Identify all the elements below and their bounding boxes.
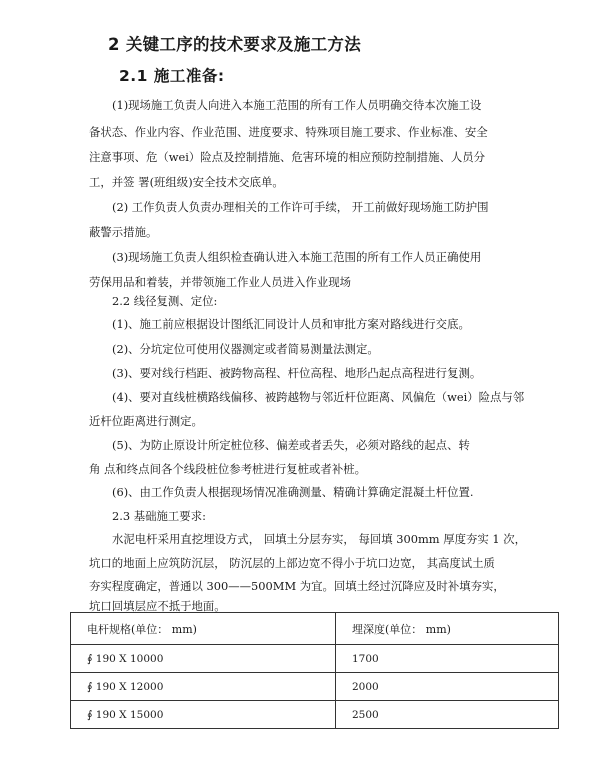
table-cell: 2000 bbox=[336, 673, 559, 701]
paragraph-line: (3)、要对线行档距、被跨物高程、杆位高程、地形凸起点高程进行复测。 bbox=[112, 366, 482, 380]
paragraph-line: (6)、由工作负责人根据现场情况准确测量、精确计算确定混凝土杆位置. bbox=[112, 485, 474, 499]
paragraph-line: 角 点和终点间各个线段桩位参考桩进行复桩或者补桩。 bbox=[89, 462, 366, 476]
paragraph-line: 坑口的地面上应筑防沉层， 防沉层的上部边宽不得小于坑口边宽， 其高度试土质 bbox=[89, 556, 495, 570]
paragraph-line: (2)、分坑定位可使用仪器测定或者简易测量法测定。 bbox=[112, 342, 379, 356]
table-header-cell: 电杆规格(单位： mm) bbox=[71, 613, 336, 645]
paragraph-line: 备状态、作业内容、作业范围、进度要求、特殊项目施工要求、作业标准、安全 bbox=[89, 125, 488, 139]
table-header-cell: 埋深度(单位： mm) bbox=[336, 613, 559, 645]
paragraph-line: (4)、要对直线桩横路线偏移、被跨越物与邻近杆位距离、风偏危（wei）险点与邻 bbox=[112, 390, 525, 404]
paragraph-line: (3)现场施工负责人组织检查确认进入本施工范围的所有工作人员正确使用 bbox=[112, 250, 482, 264]
table-cell: 2500 bbox=[336, 701, 559, 729]
table-row bbox=[71, 645, 559, 673]
paragraph-line: (2) 工作负责人负责办理相关的工作许可手续， 开工前做好现场施工防护围 bbox=[112, 200, 489, 214]
paragraph-line: 坑口回填层应不抵于地面。 bbox=[89, 599, 226, 613]
paragraph-line: 劳保用品和着装，并带领施工作业人员进入作业现场 bbox=[89, 275, 351, 289]
table-cell: ∮ 190 X 12000 bbox=[71, 673, 336, 701]
subsection-title-2-1: 2.1 施工准备: bbox=[119, 67, 225, 85]
subsection-title-2-2: 2.2 线径复测、定位: bbox=[112, 294, 218, 308]
paragraph-line: (5)、为防止原设计所定桩位移、偏差或者丢失，必须对路线的起点、转 bbox=[112, 438, 470, 452]
paragraph-line: (1)现场施工负责人向进入本施工范围的所有工作人员明确交待本次施工设 bbox=[112, 98, 482, 112]
subsection-title-2-3: 2.3 基础施工要求: bbox=[112, 509, 206, 523]
section-heading: 2 关键工序的技术要求及施工方法 bbox=[108, 35, 362, 54]
table-cell: ∮ 190 X 15000 bbox=[71, 701, 336, 729]
paragraph-line: 夯实程度确定，普通以 300——500MM 为宜。回填土经过沉降应及时补填夯实， bbox=[89, 579, 505, 593]
paragraph-line: 注意事项、危（wei）险点及控制措施、危害环境的相应预防控制措施、人员分 bbox=[89, 150, 486, 164]
table-row bbox=[71, 701, 559, 729]
table-row bbox=[71, 673, 559, 701]
paragraph-line: 工，并签 署(班组级)安全技术交底单。 bbox=[89, 175, 284, 189]
table-cell: ∮ 190 X 10000 bbox=[71, 645, 336, 673]
paragraph-line: 近杆位距离进行测定。 bbox=[89, 414, 203, 428]
table-cell: 1700 bbox=[336, 645, 559, 673]
paragraph-line: (1)、施工前应根据设计图纸汇同设计人员和审批方案对路线进行交底。 bbox=[112, 317, 470, 331]
paragraph-line: 蔽警示措施。 bbox=[89, 225, 158, 239]
pole-spec-table bbox=[70, 612, 559, 729]
table-header-row bbox=[71, 613, 559, 645]
paragraph-line: 水泥电杆采用直挖埋设方式， 回填土分层夯实， 每回填 300mm 厚度夯实 1 次， bbox=[112, 532, 527, 546]
